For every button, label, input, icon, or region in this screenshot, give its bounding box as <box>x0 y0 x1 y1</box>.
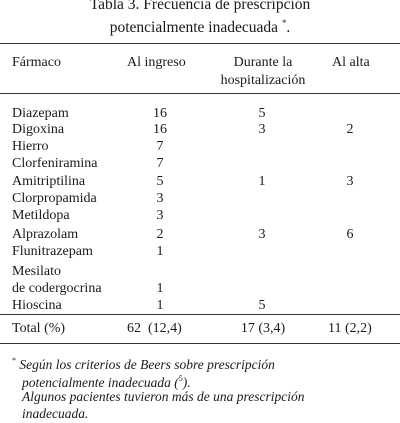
admission-value: 16 <box>153 106 167 121</box>
title-period: . <box>286 19 291 36</box>
footnote-text-2: potencialmente inadecuada ( <box>22 375 179 390</box>
top-rule <box>0 43 400 44</box>
total-admission: 62 (12,4) <box>127 321 182 336</box>
admission-value: 5 <box>156 174 164 189</box>
drug-name: Mesilato <box>12 264 61 279</box>
table-title-line1: Tabla 3. Frecuencia de prescripción <box>89 0 311 13</box>
stay-value: 1 <box>258 174 266 189</box>
drug-name: de codergocrina <box>12 281 102 296</box>
drug-name: Hierro <box>12 139 49 154</box>
title-text: potencialmente inadecuada <box>109 19 278 36</box>
admission-value: 1 <box>156 244 164 259</box>
drug-name: Clorpropamida <box>12 191 97 206</box>
footnote-line3: Algunos pacientes tuvieron más de una prescripción <box>22 389 305 404</box>
stay-value: 3 <box>258 122 266 137</box>
drug-name: Diazepam <box>12 106 69 121</box>
col-header-admission: Al ingreso <box>127 55 186 70</box>
title-footnote-marker: * <box>281 18 287 28</box>
stay-value: 5 <box>258 106 266 121</box>
drug-name: Hioscina <box>12 298 62 313</box>
discharge-value: 6 <box>346 227 354 242</box>
admission-value: 7 <box>156 139 164 154</box>
col-header-discharge: Al alta <box>332 55 370 70</box>
discharge-value: 3 <box>346 174 354 189</box>
discharge-value: 2 <box>346 122 354 137</box>
stay-value: 5 <box>258 298 266 313</box>
header-rule <box>0 93 400 94</box>
total-stay: 17 (3,4) <box>240 321 286 336</box>
drug-name: Alprazolam <box>12 227 79 242</box>
col-header-stay-line1: Durante la <box>233 55 293 70</box>
footnote-reference: 5 <box>178 374 183 383</box>
col-header-drug: Fármaco <box>12 55 61 70</box>
admission-value: 3 <box>156 191 164 206</box>
table-title-line2 <box>0 14 400 37</box>
admission-value: 7 <box>156 156 164 171</box>
total-rule <box>0 314 400 315</box>
col-header-stay-line2: hospitalización <box>220 73 306 88</box>
stay-value: 3 <box>258 227 266 242</box>
footnote-marker: * <box>12 356 16 365</box>
admission-value: 16 <box>153 122 167 137</box>
total-discharge: 11 (2,2) <box>328 321 372 336</box>
drug-name: Digoxina <box>12 122 65 137</box>
footnote-line4: inadecuada. <box>22 406 89 421</box>
footnote-text-2-end: ). <box>182 375 191 390</box>
drug-name: Amitriptilina <box>12 174 86 189</box>
drug-name: Flunitrazepam <box>12 244 93 259</box>
admission-value: 3 <box>156 208 164 223</box>
admission-value: 1 <box>156 281 164 296</box>
bottom-rule <box>0 343 400 344</box>
total-label: Total (%) <box>12 321 66 336</box>
admission-value: 1 <box>156 298 164 313</box>
drug-name: Metildopa <box>12 208 70 223</box>
admission-value: 2 <box>156 227 164 242</box>
drug-name: Clorfeniramina <box>12 156 98 171</box>
footnote-text-1: Según los criterios de Beers sobre prescripción <box>19 357 275 372</box>
